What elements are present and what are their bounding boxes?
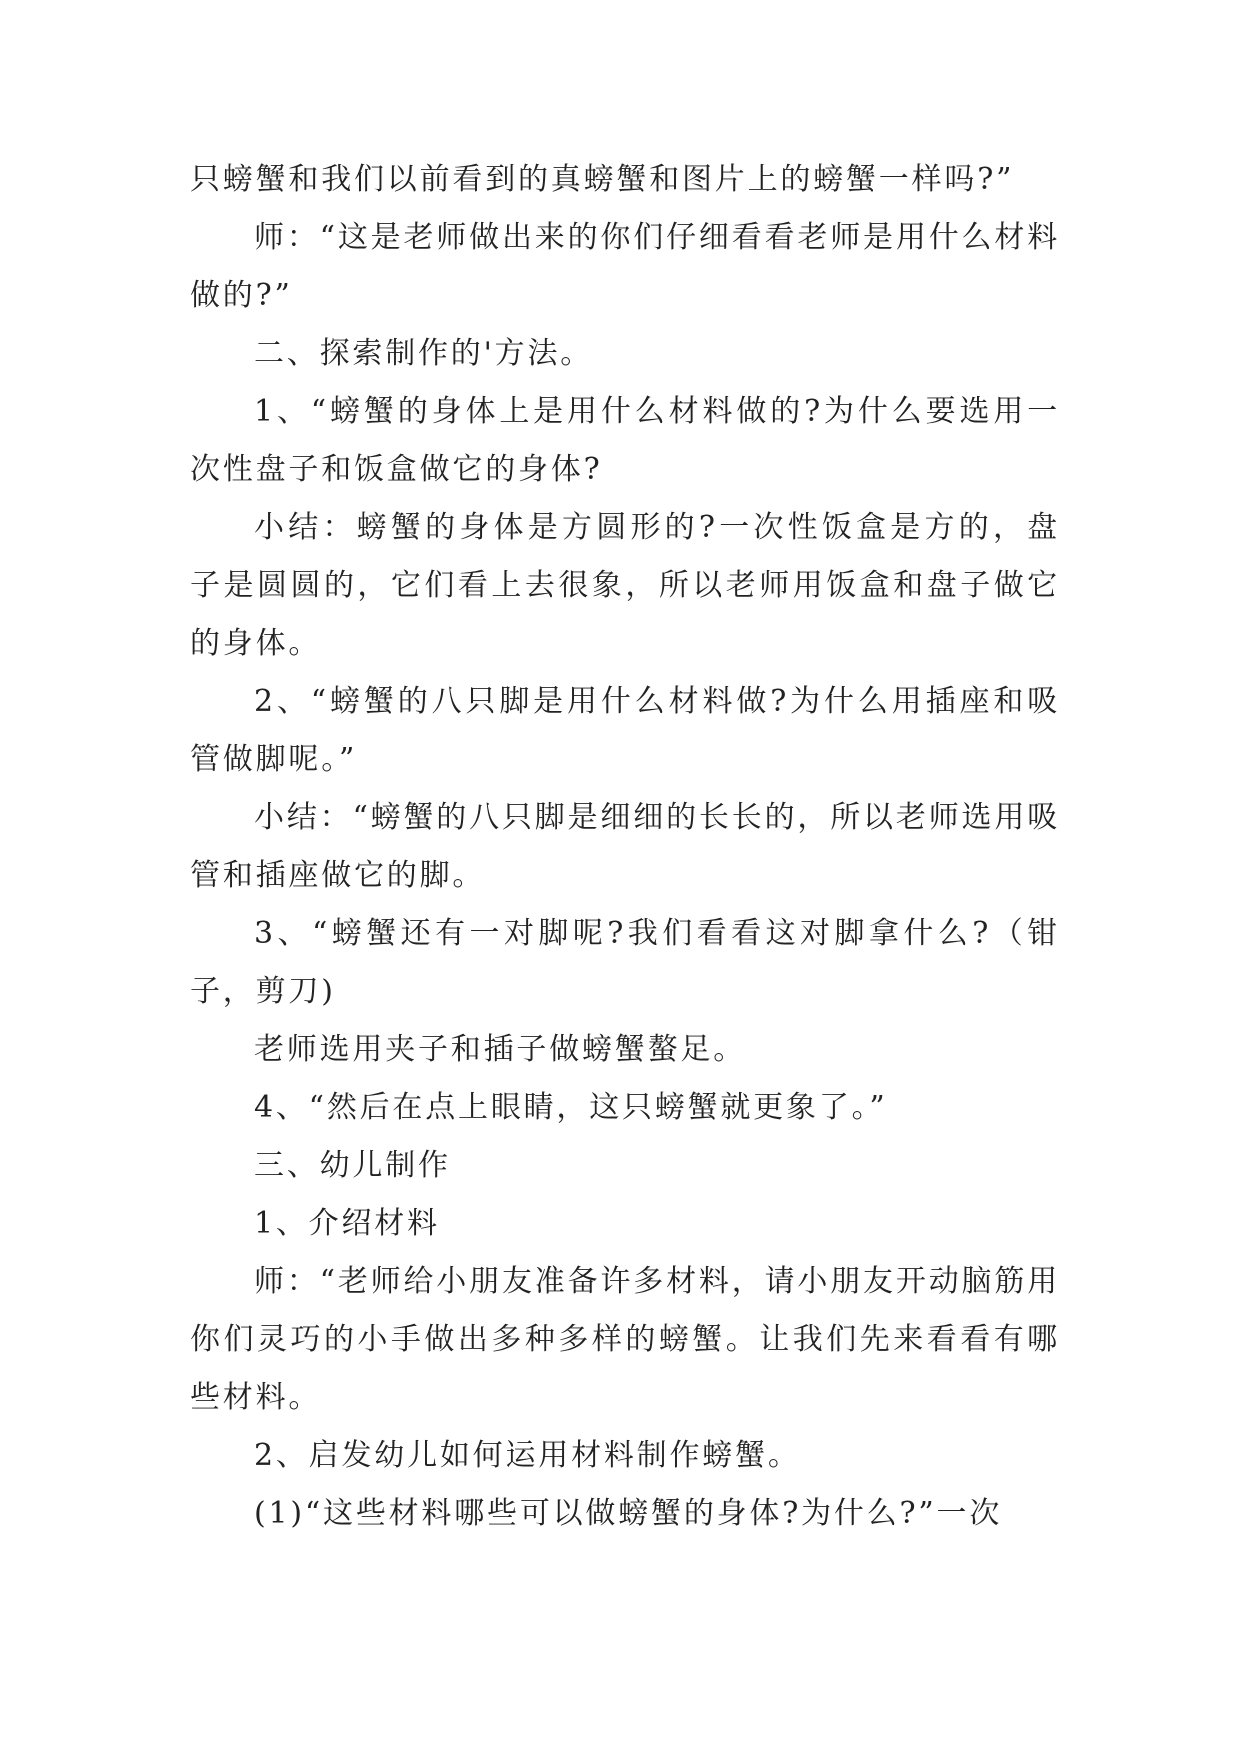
paragraph: 小结：“螃蟹的八只脚是细细的长长的，所以老师选用吸管和插座做它的脚。 [190, 800, 1060, 893]
paragraph: 4、“然后在点上眼睛，这只螃蟹就更象了。” [254, 1090, 888, 1125]
paragraph: 师：“老师给小朋友准备许多材料，请小朋友开动脑筋用你们灵巧的小手做出多种多样的螃蟹。让我们先来看看有哪些材料。 [190, 1264, 1060, 1415]
paragraph: 1、“螃蟹的身体上是用什么材料做的?为什么要选用一次性盘子和饭盒做它的身体? [190, 394, 1060, 487]
document-body [190, 151, 1060, 1543]
paragraph: 只螃蟹和我们以前看到的真螃蟹和图片上的螃蟹一样吗?” [190, 162, 1015, 197]
paragraph: 3、“螃蟹还有一对脚呢?我们看看这对脚拿什么?（钳子，剪刀) [190, 916, 1060, 1009]
paragraph: 小结：螃蟹的身体是方圆形的?一次性饭盒是方的，盘子是圆圆的，它们看上去很象，所以老师用饭盒和盘子做它的身体。 [190, 510, 1060, 661]
section-heading: 三、幼儿制作 [254, 1148, 451, 1183]
paragraph: 2、启发幼儿如何运用材料制作螃蟹。 [254, 1438, 801, 1473]
paragraph: 师：“这是老师做出来的你们仔细看看老师是用什么材料做的?” [190, 220, 1060, 313]
paragraph: (1)“这些材料哪些可以做螃蟹的身体?为什么?”一次 [254, 1496, 1003, 1531]
paragraph: 老师选用夹子和插子做螃蟹螯足。 [254, 1032, 746, 1067]
section-heading: 二、探索制作的'方法。 [254, 336, 594, 371]
paragraph: 2、“螃蟹的八只脚是用什么材料做?为什么用插座和吸管做脚呢。” [190, 684, 1060, 777]
paragraph: 1、介绍材料 [254, 1206, 440, 1241]
